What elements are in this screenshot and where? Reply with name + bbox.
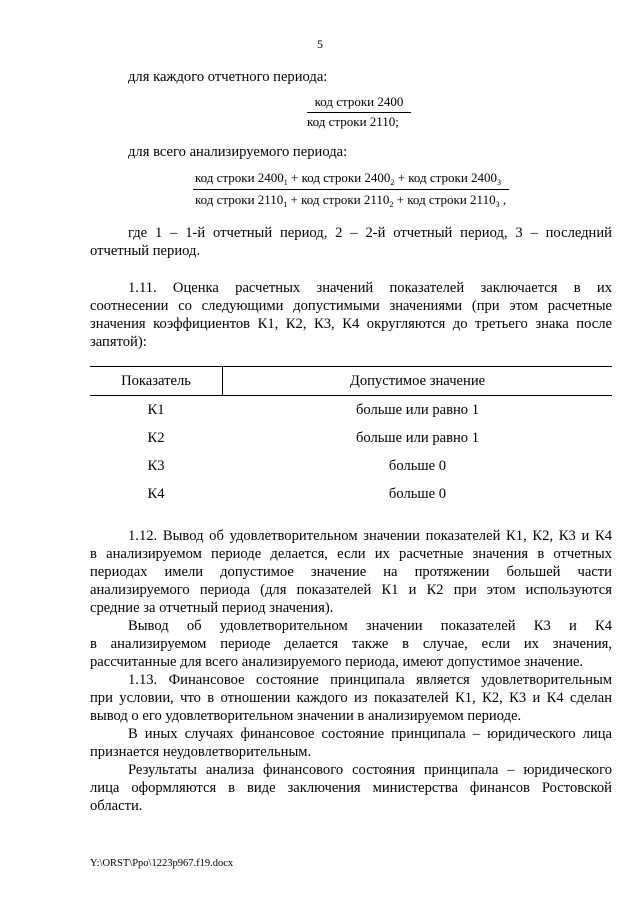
p113b-line-1: В иных случаях финансовое состояние принципала – юридического лица bbox=[128, 726, 612, 742]
p112-line-4: анализируемого периода (для показателей К1 и К2 при этом используются bbox=[90, 582, 612, 598]
p112b-line-3: рассчитанные для всего анализируемого периода, имеют допустимое значение. bbox=[90, 654, 584, 670]
table-header-indicator: Показатель bbox=[121, 373, 191, 389]
formula-each-period bbox=[307, 94, 437, 134]
p111-line-3: значения коэффициентов К1, К2, К3, К4 округляются до третьего знака после bbox=[90, 316, 612, 332]
formula2-numerator: код строки $2400_1$ + код строки $2400_2$ + код строки $2400_3$ bbox=[195, 170, 502, 187]
p113c-line-2: лица оформляются в виде заключения министерства финансов Ростовской bbox=[90, 780, 612, 796]
p112-line-5: средние за отчетный период значения). bbox=[90, 600, 334, 616]
formula2-denominator: код строки $2110_1$ + код строки $2110_2$ + код строки $2110_3$ , bbox=[195, 192, 507, 209]
p112-line-1: 1.12. Вывод об удовлетворительном значении показателей К1, К2, К3 и К4 bbox=[128, 528, 612, 544]
table-cell-indicator: К4 bbox=[147, 486, 165, 502]
table-header-border bbox=[90, 395, 612, 396]
p113-line-3: вывод о его удовлетворительном значении в анализируемом периоде. bbox=[90, 708, 522, 724]
where-line-1: где 1 – 1-й отчетный период, 2 – 2-й отчетный период, 3 – последний bbox=[128, 225, 612, 241]
intro-each-period: для каждого отчетного периода: bbox=[128, 69, 328, 85]
fraction-line bbox=[193, 189, 509, 190]
table-cell-value: больше 0 bbox=[388, 486, 447, 502]
table-cell-value: больше или равно 1 bbox=[355, 430, 480, 446]
p112b-line-2: в анализируемом периоде делается также в случае, если их значения, bbox=[90, 636, 612, 652]
table-cell-indicator: К3 bbox=[147, 458, 165, 474]
p113-line-2: при условии, что в отношении каждого из показателей К1, К2, К3 и К4 сделан bbox=[90, 690, 612, 706]
formula2-comma: , bbox=[502, 192, 507, 207]
p112-line-2: в анализируемом периоде делается, если их расчетные значения в отчетных bbox=[90, 546, 612, 562]
where-line-2: отчетный период. bbox=[90, 243, 201, 259]
p113c-line-3: области. bbox=[90, 798, 143, 814]
p113c-line-1: Результаты анализа финансового состояния принципала – юридического bbox=[128, 762, 612, 778]
formula1-denominator: код строки 2110 bbox=[307, 114, 396, 129]
fraction-line bbox=[307, 112, 411, 113]
formula1-numerator: код строки 2400 bbox=[314, 94, 404, 109]
p113-line-1: 1.13. Финансовое состояние принципала является удовлетворительным bbox=[128, 672, 612, 688]
table-top-border bbox=[90, 366, 612, 367]
formula1-denominator-line bbox=[307, 114, 437, 130]
formula1-semicolon: ; bbox=[395, 114, 399, 129]
formula-whole-period bbox=[193, 170, 523, 214]
p111-line-1: 1.11. Оценка расчетных значений показателей заключается в их bbox=[128, 280, 612, 296]
footer-file-path: Y:\ORST\Ppo\1223p967.f19.docx bbox=[90, 858, 234, 869]
p112-line-3: периодах имели допустимое значение на протяжении большей части bbox=[90, 564, 612, 580]
table-cell-indicator: К1 bbox=[147, 402, 165, 418]
intro-whole-period: для всего анализируемого периода: bbox=[128, 144, 348, 160]
table-cell-value: больше или равно 1 bbox=[355, 402, 480, 418]
page-number: 5 bbox=[317, 37, 323, 51]
table-header-value: Допустимое значение bbox=[349, 373, 486, 389]
table-cell-indicator: К2 bbox=[147, 430, 165, 446]
p113b-line-2: признается неудовлетворительным. bbox=[90, 744, 312, 760]
p112b-line-1: Вывод об удовлетворительном значении показателей К3 и К4 bbox=[128, 618, 612, 634]
table-cell-value: больше 0 bbox=[388, 458, 447, 474]
p111-line-2: соотнесении со следующими допустимыми значениями (при этом расчетные bbox=[90, 298, 612, 314]
p111-line-4: запятой): bbox=[90, 334, 147, 350]
